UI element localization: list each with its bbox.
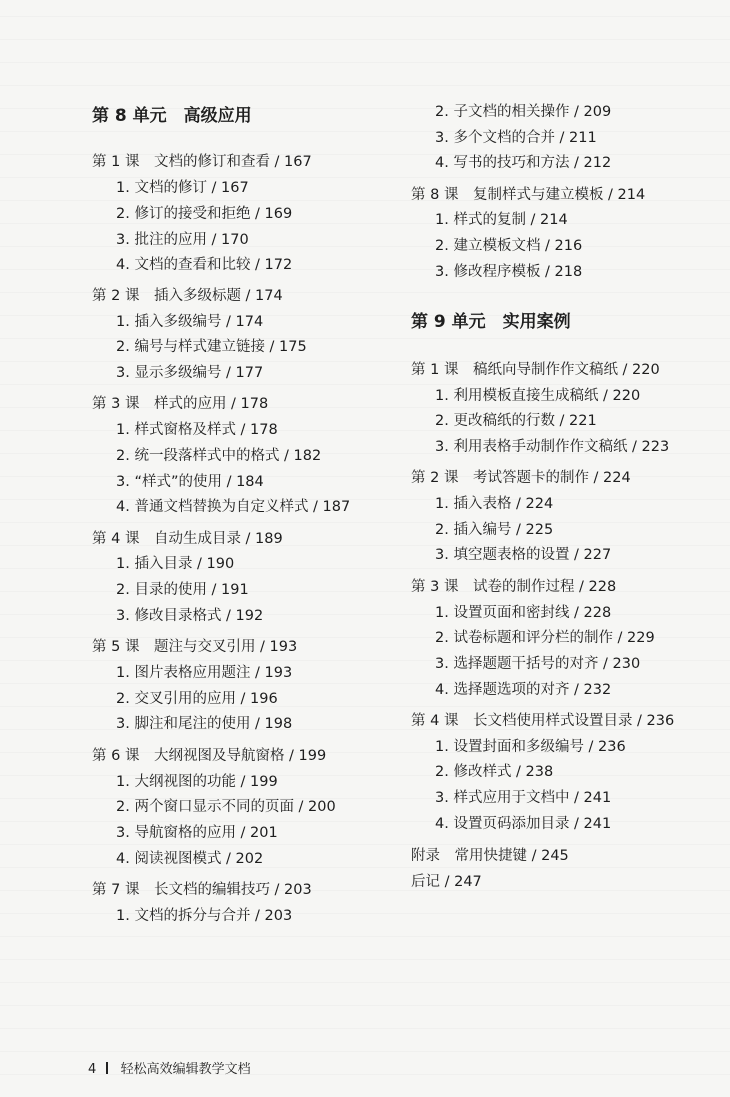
toc-lesson: 后记 / 247 <box>411 874 482 890</box>
page-number: 4 <box>88 1062 97 1077</box>
toc-item: 2. 修改样式 / 238 <box>435 764 554 780</box>
toc-unit: 第 8 单元 高级应用 <box>92 106 252 126</box>
toc-item: 2. 目录的使用 / 191 <box>116 582 249 598</box>
toc-item: 3. 导航窗格的应用 / 201 <box>116 825 278 841</box>
toc-item: 1. 插入表格 / 224 <box>435 496 554 512</box>
toc-item: 4. 写书的技巧和方法 / 212 <box>435 155 612 171</box>
page-footer <box>88 1058 251 1077</box>
toc-lesson: 第 7 课 长文档的编辑技巧 / 203 <box>92 882 312 898</box>
toc-item: 3. 脚注和尾注的使用 / 198 <box>116 716 293 732</box>
toc-item: 4. 文档的查看和比较 / 172 <box>116 257 293 273</box>
toc-lesson: 第 4 课 自动生成目录 / 189 <box>92 531 283 547</box>
toc-lesson: 第 5 课 题注与交叉引用 / 193 <box>92 639 298 655</box>
toc-item: 3. 选择题题干括号的对齐 / 230 <box>435 656 641 672</box>
toc-item: 2. 插入编号 / 225 <box>435 522 554 538</box>
toc-item: 3. “样式”的使用 / 184 <box>116 474 264 490</box>
toc-item: 2. 交叉引用的应用 / 196 <box>116 691 278 707</box>
toc-item: 1. 设置封面和多级编号 / 236 <box>435 739 626 755</box>
toc-item: 3. 利用表格手动制作作文稿纸 / 223 <box>435 439 670 455</box>
footer-divider <box>106 1062 108 1074</box>
toc-item: 1. 样式的复制 / 214 <box>435 212 568 228</box>
toc-lesson: 第 3 课 试卷的制作过程 / 228 <box>411 579 617 595</box>
toc-item: 1. 利用模板直接生成稿纸 / 220 <box>435 388 641 404</box>
toc-lesson: 第 4 课 长文档使用样式设置目录 / 236 <box>411 713 675 729</box>
toc-item: 3. 修改程序模板 / 218 <box>435 264 583 280</box>
toc-item: 3. 填空题表格的设置 / 227 <box>435 547 612 563</box>
toc-item: 1. 大纲视图的功能 / 199 <box>116 774 278 790</box>
toc-lesson: 附录 常用快捷键 / 245 <box>411 848 569 864</box>
toc-item: 3. 批注的应用 / 170 <box>116 232 249 248</box>
toc-item: 3. 多个文档的合并 / 211 <box>435 130 597 146</box>
toc-item: 2. 建立模板文档 / 216 <box>435 238 583 254</box>
toc-item: 1. 文档的修订 / 167 <box>116 180 249 196</box>
toc-item: 1. 插入目录 / 190 <box>116 556 235 572</box>
toc-unit: 第 9 单元 实用案例 <box>411 312 571 332</box>
toc-lesson: 第 1 课 稿纸向导制作作文稿纸 / 220 <box>411 362 660 378</box>
toc-lesson: 第 1 课 文档的修订和查看 / 167 <box>92 154 312 170</box>
toc-item: 1. 文档的拆分与合并 / 203 <box>116 908 293 924</box>
toc-item: 2. 修订的接受和拒绝 / 169 <box>116 206 293 222</box>
toc-item: 2. 试卷标题和评分栏的制作 / 229 <box>435 630 655 646</box>
toc-item: 1. 插入多级编号 / 174 <box>116 314 264 330</box>
toc-item: 2. 更改稿纸的行数 / 221 <box>435 413 597 429</box>
toc-lesson: 第 8 课 复制样式与建立模板 / 214 <box>411 187 646 203</box>
toc-lesson: 第 2 课 插入多级标题 / 174 <box>92 288 283 304</box>
toc-item: 1. 图片表格应用题注 / 193 <box>116 665 293 681</box>
toc-item: 4. 阅读视图模式 / 202 <box>116 851 264 867</box>
toc-lesson: 第 6 课 大纲视图及导航窗格 / 199 <box>92 748 327 764</box>
toc-item: 4. 普通文档替换为自定义样式 / 187 <box>116 499 351 515</box>
toc-item: 2. 两个窗口显示不同的页面 / 200 <box>116 799 336 815</box>
toc-item: 3. 修改目录格式 / 192 <box>116 608 264 624</box>
toc-lesson: 第 3 课 样式的应用 / 178 <box>92 396 269 412</box>
toc-item: 4. 设置页码添加目录 / 241 <box>435 816 612 832</box>
toc-item: 3. 样式应用于文档中 / 241 <box>435 790 612 806</box>
toc-item: 4. 选择题选项的对齐 / 232 <box>435 682 612 698</box>
book-title: 轻松高效编辑教学文档 <box>120 1062 251 1077</box>
toc-item: 2. 统一段落样式中的格式 / 182 <box>116 448 322 464</box>
toc-lesson: 第 2 课 考试答题卡的制作 / 224 <box>411 470 631 486</box>
toc-item: 3. 显示多级编号 / 177 <box>116 365 264 381</box>
toc-item: 2. 子文档的相关操作 / 209 <box>435 104 612 120</box>
toc-item: 1. 样式窗格及样式 / 178 <box>116 422 278 438</box>
toc-item: 1. 设置页面和密封线 / 228 <box>435 605 612 621</box>
toc-item: 2. 编号与样式建立链接 / 175 <box>116 339 307 355</box>
